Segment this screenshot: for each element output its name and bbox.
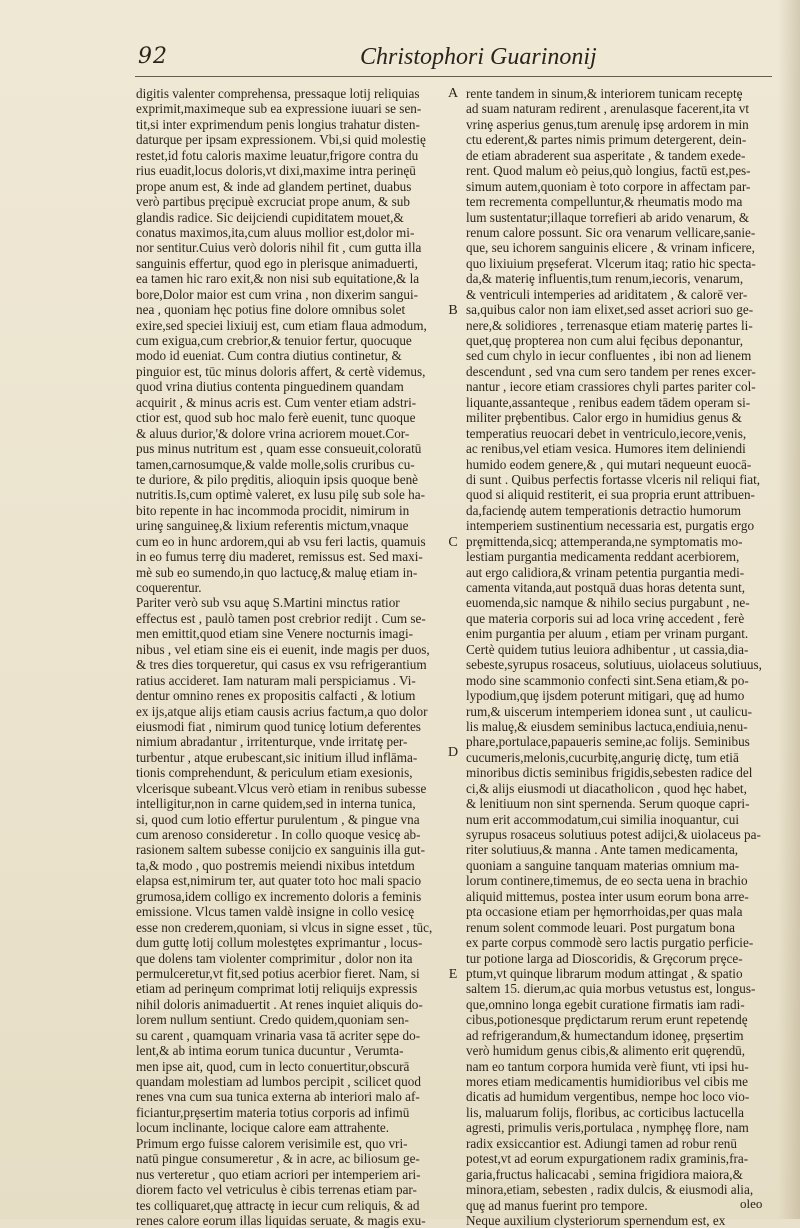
text-line: lestiam purgantia medicamenta reddant acerbiorem, [466,549,740,565]
text-line: bito repente in hac incommoda procidit, nimirum in [136,502,410,518]
text-line: lorum continere,timemus, de eo secta uena in brachio [466,873,748,889]
text-line: pus minus nutritum est , quam esse consueuit,coloratū [136,441,422,457]
text-line: modo id eueniat. Cum contra diutius continetur, & [136,348,402,364]
running-head: Christophori Guarinonij [360,44,597,70]
text-line: lorem nullum sentiunt. Credo quidem,quoniam sen- [136,1012,409,1028]
text-line: intelligitur,non in carne quidem,sed in interna tunica, [136,796,416,812]
text-line: saltem 15. dierum,ac quia morbus vetustus est, longus- [466,981,756,997]
text-line: cum exigua,cum crebrior,& tenuior fertur, quocuque [136,333,412,348]
text-line: Pariter verò sub vsu aquȩ S.Martini minctus ratior [136,595,400,611]
text-line: urinȩ sanguineȩ,& lixium referentis mictum,vnaque [136,518,409,534]
text-line: bore,Dolor maior est cum vrina , non dixerim sangui- [136,286,418,302]
text-line: vrinȩ asperius genus,tum arenulȩ ipsȩ ardorem in min [466,116,749,132]
text-line: aliquid mittemus, postea inter usum eorum bona arre- [466,888,749,904]
text-line: syrupus rosaceus solutiuus potest adijci,& uiolaceus pa- [466,827,761,842]
margin-marker-e: E [448,967,458,982]
text-line: permulceretur,vt fit,sed potius acerbior fieret. Nam, si [136,965,420,981]
text-line: descendunt , sed vna cum sero tandem per renes excer- [466,363,756,379]
text-line: rent. Quod malum eò peius,quò longius, factū est,pes- [466,163,751,179]
text-line: su carent , quamquam vrinaria vasa tā acriter sȩpe do- [136,1027,421,1043]
text-line: sebeste,syrupus rosaceus, solutiuus, uiolaceus solutiuus, [466,657,762,673]
text-line: renum calore possunt. Sic ora venarum vellicare,sanie- [466,224,756,240]
text-line: nihil doloris animaduertit . At renes inquiet aliquis do- [136,996,423,1012]
text-line: quandam molestiam ad lumbos percipit , scilicet quod [136,1074,421,1089]
header-rule [135,76,772,77]
text-line: tem recrementa compelluntur,& rheumatis modo ma [466,194,743,210]
text-line: rius euadit,locus doloris,vt dixi,maxime intra perinęū [136,163,416,179]
text-line: quo lixiuium prȩseferat. Vlcerum itaq; ratio hic specta- [466,255,756,271]
text-line: tamen,carnosumque,& valde molle,solis cruribus cu- [136,456,415,472]
text-line: ac renibus,vel etiam vesica. Humores item deliniendi [466,441,746,457]
text-line: men emittit,quod etiam sine Venere nocturnis imagi- [136,626,413,642]
text-line: ctior est, quod sub hoc malo ferè euenit, tunc quoque [136,410,416,426]
text-line: ctu ederent,& partes nimis primum detergerent, dein- [466,132,747,148]
text-line: prȩmittenda,sicq; attemperanda,ne symptomatis mo- [466,533,743,549]
text-line: riter solutiuus,& manna . Ante tamen medicamenta, [466,842,739,858]
text-line: mè sub eo sumendo,in quo lactucȩ,& maluȩ etiam in- [136,564,418,580]
text-line: sed cum chylo in iecur confluentes , ibi non ad lienem [466,348,752,364]
text-line: acquirit , & minus acris est. Cum venter etiam adstri- [136,394,417,410]
text-line: quet,quȩ propterea non cum alui fęcibus deponantur, [466,333,744,348]
text-line: diorem facto vel vetriculus è cibis terrenas etiam par- [136,1182,417,1198]
text-line: locum inclinante, locique calore eam attrahente. [136,1120,390,1136]
text-line: ad suam naturam redirent , arenulasque facerent,ita vt [466,101,750,117]
text-line: verò partibus pręcipuè excruciat prope anum, & sub [136,194,410,210]
text-line: di sunt . Quibus perfectis fortasse vlceris nil reliqui fiat, [466,471,761,487]
catchword: oleo [740,1196,763,1211]
text-line: Certè quidem tutius leuiora adhibentur , ut cassia,dia- [466,641,749,657]
text-line: cibus,potionesque prȩdictarum rerum erunt repetendę [466,1012,748,1028]
text-line: conatus maximos,ita,cum aluus mollior est,dolor mi- [136,224,415,240]
text-line: ea tamen hic raro exit,& non nisi sub equitatione,& la [136,271,420,287]
text-line: minora,etiam, sebesten , radix dulcis, & eiusmodi alia, [466,1182,754,1198]
text-line: ci,& alijs eiusmodi ut diacatholicon , quod hȩc habet, [466,780,747,796]
text-line: quod si aliquid restiterit, ei sua propria erunt attribuen- [466,487,755,503]
text-line: turbentur , atque erubescant,sic initium illud inflāma- [136,749,418,765]
text-line: garia,fructus halicacabi , semina frigidiora maiora,& [466,1166,743,1182]
text-line: cucumeris,melonis,cucurbitȩ,anguriȩ dictȩ, tum etiā [466,749,739,765]
text-line: sanguinis effertur, quod ego in plerisque animaduerti, [136,255,418,271]
text-line: modo sine scammonio confecti sint.Sena etiam,& po- [466,672,749,688]
text-line: potest,vt ad eorum expurgationem radix graminis,fra- [466,1151,749,1167]
text-line: men ipse ait, quod, cum in lecto conuertitur,obscurā [136,1058,410,1074]
text-line: renum solent commode leuari. Post purgatum bona [466,919,735,935]
text-line: cum eo in hunc ardorem,qui ab vsu feri lactis, quamuis [136,533,426,549]
text-line: da,& materiȩ influentis,tum renum,iecoris, venarum, [466,271,744,287]
text-line: coquerentur. [136,580,202,595]
text-line: ratius accideret. Iam naturam mali perspiciamus . Vi- [136,672,416,688]
right-column [466,86,774,1228]
text-line: que dolens tam violenter comprimitur , dolor non ita [136,950,413,966]
text-line: ficiantur,prȩsertim materia totius corporis ad infimū [136,1104,410,1120]
text-line: ad refrigerandum,& humectandum idoneȩ, prȩsertim [466,1027,744,1043]
text-line: Primum ergo fuisse calorem verisimile est, quo vri- [136,1135,408,1151]
text-line: lis maluȩ,& eiusdem seminibus lactuca,endiuia,nenu- [466,718,748,734]
text-line: camenta vitanda,aut postquā duas horas detenta sunt, [466,580,746,595]
text-line: quod vrina diutius contenta pinguedinem quandam [136,379,404,395]
text-line: glandis radice. Sic deijciendi cupiditatem mouet,& [136,209,404,225]
text-line: nutritis.Is,cum optimè valeret, ex lusu pilȩ sub sole ha- [136,487,425,503]
text-line: rasionem saltem subesse conijcio ex sanguinis illa gut- [136,842,425,858]
text-line: exprimit,maximeque sub ea expressione iuuari se sen- [136,101,422,117]
text-line: elapsa est,nimirum ter, aut quater toto hoc mali spacio [136,873,422,889]
text-line: dicatis ad humidum vergentibus, nempe hoc loco vio- [466,1089,750,1105]
text-line: dum guttȩ lotij collum molestȩtes exprimantur , locus- [136,935,423,951]
text-line: humido eodem genere,& , qui mutari nequeunt euocā- [466,456,752,472]
text-line: natū pingue consumeretur , & in acre, ac biliosum ge- [136,1151,420,1167]
text-line: vlcerisque subeant.Vlcus verò etiam in renibus subesse [136,780,427,796]
text-line: quoniam a sanguine tanquam materias omnium ma- [466,857,740,873]
text-line: radix exsiccantior est. Adiungi tamen ad robur renū [466,1135,737,1151]
text-line: temperatius reuocari debet in ventriculo,iecore,venis, [466,425,747,441]
text-line: effectus est , paulò tamen post crebrior redijt . Cum se- [136,610,426,626]
margin-marker-b: B [448,303,458,318]
text-line: si, quod cum lotio effertur purulentum , & pingue vna [136,811,420,827]
text-line: pinguior est, tūc minus doloris affert, & certè videmus, [136,363,426,379]
text-line: enim purgantia per aluum , etiam per vrinam purgant. [466,626,749,642]
text-line: & ventriculi intemperies ad ariditatem , & calorē ver- [466,286,748,302]
text-line: nam eo tantum corpora humida verè fiunt, vti ipsi hu- [466,1058,749,1074]
text-line: etiam ad perinȩum comprimat lotij reliquijs expressis [136,981,418,997]
text-line: esse non crederem,quoniam, si vlcus in signe esset , tūc, [136,919,433,935]
text-line: ex ijs,atque alijs etiam causis acrius factum,a quo dolor [136,703,428,719]
text-line: tes colliquaret,quȩ attractȩ in iecur cum reliquis, & ad [136,1197,420,1213]
text-line: restet,id fotu caloris maxime leuatur,frigore contra du [136,147,419,163]
text-line: grumosa,idem colligo ex incremento doloris a feminis [136,888,422,904]
text-line: cum arenoso consideretur . In collo quoque vesicȩ ab- [136,827,421,842]
text-line: tit,si inter exprimendum penis longius trahatur disten- [136,116,420,132]
page-number: 92 [138,44,168,69]
text-line: ta,& modo , quo postremis meiendi nixibus intetdum [136,857,415,873]
text-line: & aluus durior,'& dolore vrina acriorem mouet.Cor- [136,425,410,441]
text-line: de etiam abraderent sua asperitate , & tandem exede- [466,147,746,163]
text-line: num erit accommodatum,cui similia inoquantur, cui [466,811,740,827]
text-line: nus verteretur , quo etiam acriori per intemperiem ari- [136,1166,421,1182]
text-line: & lenitiuum non sint spernenda. Serum quoque capri- [466,796,750,812]
text-line: liquante,assanteque , renibus eadem tādem operam si- [466,394,751,410]
text-line: mores etiam medicamentis humidioribus vel cibis me [466,1074,749,1089]
text-line: digitis valenter comprehensa, pressaque lotij reliquias [136,86,420,101]
text-line: nea , quoniam hęc potius fine dolore omnibus solet [136,302,406,318]
text-line: euomenda,sic namque & nihilo secius purgabunt , ne- [466,595,750,611]
text-line: renes vna cum sua tunica externa ab interiori malo af- [136,1089,420,1105]
text-line: militer prȩbentibus. Calor ergo in humidius genus & [466,410,742,426]
text-line: nimium abradantur , irritenturque, vnde irritatȩ per- [136,734,408,750]
text-line: que, seu ichorem sanguinis elicere , & vrinam inficere, [466,240,755,256]
margin-marker-a: A [447,86,459,101]
text-line: & tres dies torqueretur, qui casus ex vsu refrigerantium [136,657,427,673]
text-line: aut ergo calidiora,& vrinam petentia purgantia medi- [466,564,745,580]
text-line: minoribus dictis seminibus frigidis,sebesten radice del [466,765,753,781]
text-line: rente tandem in sinum,& interiorem tunicam receptȩ [466,86,743,101]
text-line: nantur , iecore etiam crassiores chyli partes pariter col- [466,379,756,395]
text-line: da,faciendȩ autem temperationis detractio humorum [466,502,741,518]
left-column [136,86,434,1228]
text-line: lent,& ab intima eorum tunica ducuntur , Verumta- [136,1043,404,1059]
text-line: intemperiem sustinentium necessaria est, purgatis ergo [466,518,755,534]
text-line: pta occasione etiam per hȩmorrhoidas,per quas mala [466,904,743,920]
text-line: tur potione larga ad Dioscoridis, & Grȩcorum prȩce- [466,950,743,966]
text-line: tionis comprehendunt, & periculum etiam exesionis, [136,765,413,781]
text-line: emissione. Vlcus tamen valdè insigne in collo vesicę [136,904,415,920]
text-line: te duriore, & pilo prȩditis, alioquin ipsis quoque benè [136,471,419,487]
text-line: nibus , vel etiam sine eis ei euenit, inde magis per duos, [136,641,430,657]
text-line: prope anum est, & inde ad glandem pertinet, duabus [136,178,412,194]
text-line: rum,& uiscerum intemperiem idonea sunt , ut caulicu- [466,703,753,719]
text-line: que,omnino longa egebit curatione firmatis iam radi- [466,996,745,1012]
text-line: quȩ ad manus fuerint pro tempore. [466,1197,648,1213]
text-line: in eo fumus terrȩ diu maderet, remissus est. Sed maxi- [136,549,423,565]
text-line: que materia corporis sui ad loca vrinȩ accedent , ferè [466,610,745,626]
margin-marker-d: D [447,745,459,760]
text-line: verò humidum genus cibis,& alimento erit quȩrendū, [466,1043,746,1059]
text-line: ex parte corpus commodè sero lactis purgatio perficie- [466,935,754,951]
text-line: sa,quibus calor non iam elixet,sed asset acriori suo ge- [466,302,754,318]
text-line: phare,portulace,papaueris semine,ac folijs. Seminibus [466,734,750,750]
text-line: dentur omnino renes ex propositis calfacti , & lotium [136,688,416,704]
text-line: simum autem,quoniam è toto corpore in affectam par- [466,178,751,194]
text-line: exire,sed speciei lixiuij est, cum etiam flaua admodum, [136,317,427,333]
text-line: nor sentitur.Cuius verò doloris nihil fit , cum gutta illa [136,240,422,256]
text-line: daturque per ipsam expressionem. Vbi,si quid molestię [136,132,426,148]
text-line: ptum,vt quinque librarum modum attingat , & spatio [466,965,743,981]
text-line: nere,& solidiores , terrenasque etiam materiȩ partes li- [466,317,753,333]
text-line: agresti, primulis veris,portulaca , nymphȩȩ flore, nam [466,1120,749,1136]
text-line: Neque auxilium clysteriorum spernendum est, ex [466,1212,726,1228]
text-line: renes calore eorum illas liquidas seruate, & magis exu- [136,1212,426,1228]
margin-marker-c: C [448,535,458,550]
text-line: lum sustentatur;illaque torrefieri ab arido venarum, & [466,209,750,225]
text-line: eiusmodi fiat , nimirum quod tunicȩ lotium deferentes [136,718,421,734]
text-line: lis, maluarum folijs, floribus, ac corticibus lactucella [466,1104,744,1120]
page-edge-shading [778,0,800,1219]
text-line: lypodium,quȩ ijsdem poterunt mitigari, quȩ ad humo [466,688,745,704]
